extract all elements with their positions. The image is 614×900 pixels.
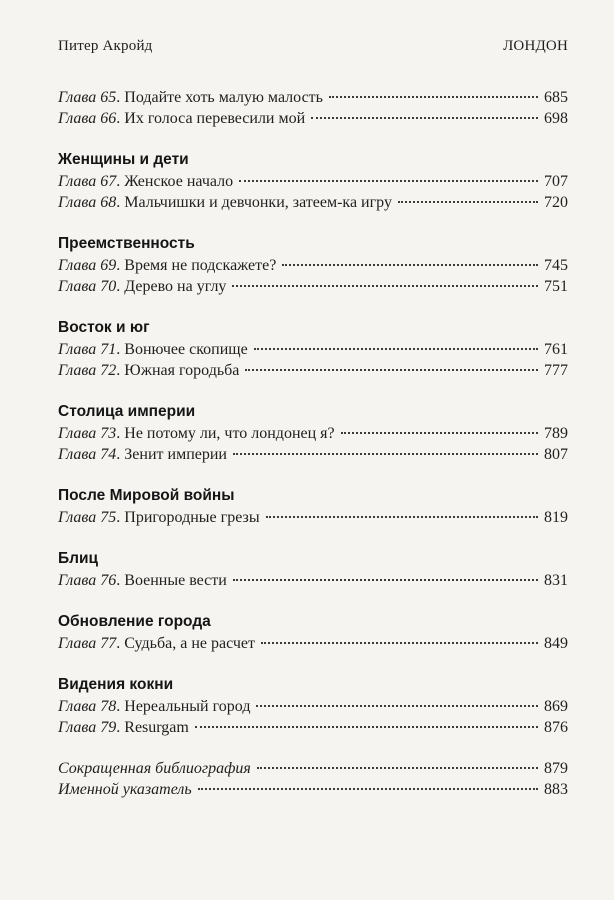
toc-section xyxy=(58,674,568,738)
page-number: 849 xyxy=(544,635,568,652)
dot-leader xyxy=(254,348,538,350)
chapter-number: Глава 75 xyxy=(58,509,117,526)
chapter-separator: . xyxy=(116,173,125,190)
toc-entry xyxy=(58,255,568,276)
chapter-title: Зенит империи xyxy=(124,446,227,463)
chapter-separator: . xyxy=(116,698,125,715)
toc-section xyxy=(58,611,568,654)
chapter-separator: . xyxy=(116,110,125,127)
chapter-separator: . xyxy=(116,194,125,211)
toc-section-title: После Мировой войны xyxy=(58,487,235,504)
page-number: 869 xyxy=(544,698,568,715)
chapter-title: Нереальный город xyxy=(124,698,251,715)
toc-entry xyxy=(58,108,568,129)
dot-leader xyxy=(233,453,538,455)
toc-section-title: Преемственность xyxy=(58,235,195,252)
page-number: 751 xyxy=(544,278,568,295)
toc-section xyxy=(58,548,568,591)
toc-entry xyxy=(58,507,568,528)
toc-entry-label xyxy=(58,507,260,528)
page-number: 707 xyxy=(544,173,568,190)
dot-leader xyxy=(282,264,538,266)
toc-section-title: Столица империи xyxy=(58,403,196,420)
table-of-contents xyxy=(58,87,568,800)
chapter-title: Время не подскажете? xyxy=(124,257,277,274)
toc-section xyxy=(58,149,568,213)
chapter-separator: . xyxy=(116,572,125,589)
page-number: 879 xyxy=(544,760,568,777)
chapter-separator: . xyxy=(116,362,125,379)
page-number: 876 xyxy=(544,719,568,736)
page-number: 745 xyxy=(544,257,568,274)
toc-entry xyxy=(58,87,568,108)
page-number: 807 xyxy=(544,446,568,463)
chapter-title: Подайте хоть малую малость xyxy=(124,89,323,106)
toc-entry xyxy=(58,696,568,717)
dot-leader xyxy=(257,767,538,769)
toc-entry xyxy=(58,360,568,381)
toc-entry-label xyxy=(58,696,250,717)
toc-entry-label xyxy=(58,192,392,213)
page-number: 720 xyxy=(544,194,568,211)
toc-entry-label xyxy=(58,255,276,276)
toc-section-title: Обновление города xyxy=(58,613,211,630)
dot-leader xyxy=(329,96,538,98)
chapter-number: Глава 71 xyxy=(58,341,117,358)
chapter-title: Пригородные грезы xyxy=(124,509,260,526)
toc-section-title: Женщины и дети xyxy=(58,151,189,168)
toc-section xyxy=(58,87,568,129)
toc-entry xyxy=(58,276,568,297)
chapter-number: Глава 65 xyxy=(58,89,117,106)
chapter-number: Глава 68 xyxy=(58,194,117,211)
toc-entry-label xyxy=(58,108,305,129)
chapter-separator: . xyxy=(116,635,125,652)
chapter-separator: . xyxy=(116,425,125,442)
page-number: 777 xyxy=(544,362,568,379)
toc-entry-label xyxy=(58,444,227,465)
chapter-separator: . xyxy=(116,446,125,463)
toc-entry-label xyxy=(58,633,255,654)
toc-back-matter xyxy=(58,758,568,800)
page-number: 831 xyxy=(544,572,568,589)
back-matter-title: Сокращенная библиография xyxy=(58,760,251,777)
dot-leader xyxy=(239,180,538,182)
toc-entry xyxy=(58,192,568,213)
dot-leader xyxy=(398,201,538,203)
dot-leader xyxy=(341,432,538,434)
dot-leader xyxy=(233,579,538,581)
chapter-title: Южная городьба xyxy=(124,362,240,379)
toc-entry xyxy=(58,570,568,591)
dot-leader xyxy=(261,642,538,644)
toc-section xyxy=(58,317,568,381)
toc-section xyxy=(58,401,568,465)
running-head-author: Питер Акройд xyxy=(58,38,153,54)
chapter-separator: . xyxy=(116,257,125,274)
chapter-title: Resurgam xyxy=(124,719,189,736)
chapter-separator: . xyxy=(116,278,125,295)
toc-entry-label xyxy=(58,339,248,360)
chapter-separator: . xyxy=(116,89,125,106)
toc-section-title: Видения кокни xyxy=(58,676,174,693)
chapter-title: Женское начало xyxy=(124,173,234,190)
running-head xyxy=(58,38,568,55)
toc-entry xyxy=(58,444,568,465)
toc-entry-label xyxy=(58,87,323,108)
chapter-title: Мальчишки и девчонки, затеем-ка игру xyxy=(124,194,392,211)
running-head-book-title: ЛОНДОН xyxy=(503,38,568,54)
toc-entry-label xyxy=(58,276,226,297)
back-matter-title: Именной указатель xyxy=(58,781,192,798)
chapter-number: Глава 74 xyxy=(58,446,117,463)
page-number: 685 xyxy=(544,89,568,106)
toc-entry xyxy=(58,758,568,779)
toc-entry xyxy=(58,171,568,192)
chapter-separator: . xyxy=(116,719,125,736)
chapter-number: Глава 67 xyxy=(58,173,117,190)
chapter-number: Глава 79 xyxy=(58,719,117,736)
dot-leader xyxy=(311,117,538,119)
chapter-number: Глава 77 xyxy=(58,635,117,652)
toc-entry-label xyxy=(58,171,233,192)
chapter-title: Их голоса перевесили мой xyxy=(124,110,306,127)
chapter-title: Военные вести xyxy=(124,572,227,589)
chapter-number: Глава 76 xyxy=(58,572,117,589)
dot-leader xyxy=(245,369,538,371)
toc-entry-label xyxy=(58,423,335,444)
toc-section-title: Блиц xyxy=(58,550,99,567)
chapter-number: Глава 70 xyxy=(58,278,117,295)
chapter-number: Глава 78 xyxy=(58,698,117,715)
chapter-title: Дерево на углу xyxy=(124,278,227,295)
dot-leader xyxy=(195,726,538,728)
chapter-separator: . xyxy=(116,509,125,526)
chapter-separator: . xyxy=(116,341,125,358)
chapter-title: Не потому ли, что лондонец я? xyxy=(124,425,335,442)
toc-entry xyxy=(58,423,568,444)
toc-entry xyxy=(58,779,568,800)
toc-entry-label xyxy=(58,717,189,738)
toc-section xyxy=(58,233,568,297)
chapter-title: Судьба, а не расчет xyxy=(124,635,255,652)
dot-leader xyxy=(198,788,538,790)
chapter-number: Глава 73 xyxy=(58,425,117,442)
toc-section-title: Восток и юг xyxy=(58,319,150,336)
toc-entry-label xyxy=(58,570,227,591)
toc-entry xyxy=(58,339,568,360)
toc-section xyxy=(58,485,568,528)
dot-leader xyxy=(256,705,538,707)
chapter-title: Вонючее скопище xyxy=(124,341,248,358)
toc-entry xyxy=(58,633,568,654)
page-number: 698 xyxy=(544,110,568,127)
page-number: 883 xyxy=(544,781,568,798)
page-number: 819 xyxy=(544,509,568,526)
toc-entry-label xyxy=(58,360,239,381)
page-number: 761 xyxy=(544,341,568,358)
dot-leader xyxy=(266,516,538,518)
dot-leader xyxy=(232,285,538,287)
page-number: 789 xyxy=(544,425,568,442)
chapter-number: Глава 69 xyxy=(58,257,117,274)
chapter-number: Глава 66 xyxy=(58,110,117,127)
chapter-number: Глава 72 xyxy=(58,362,117,379)
toc-entry xyxy=(58,717,568,738)
